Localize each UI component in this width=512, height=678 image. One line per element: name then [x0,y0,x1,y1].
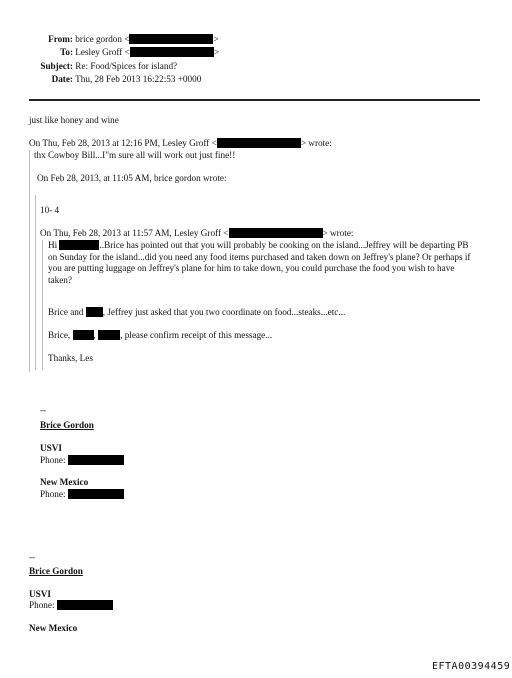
quote1-intro-b: > wrote: [300,138,332,148]
thanks-line: Thanks, Les [48,353,93,363]
sig1-name: Brice Gordon [40,420,94,430]
document-id: EFTA00394459 [432,661,511,672]
quote3-para: ..Brice has pointed out that you will probably be cooking on the island...Jeffrey will be departing PB on Sunday for the island...did you need any food items purchased and taken down on Jeffrey's plane? Or perhaps if you are putting luggage on Jeffrey's plane for him to take down, you could purchase the food you wish to have taken? [48,240,471,285]
subject-value: Re: Food/Spices for island? [75,61,178,71]
header-to [0,47,219,59]
brice-and-rest: , Jeffrey just asked that you two coordinate on food...steaks...etc... [102,307,346,317]
sig2-usvi-phone [29,600,113,612]
redaction-box [86,307,103,317]
quote3-intro-a: On Thu, Feb 28, 2013 at 11:57 AM, Lesley Groff < [40,228,229,238]
quote-bar-2 [35,195,36,370]
date-value: Thu, 28 Feb 2013 16:22:53 +0000 [75,74,202,84]
date-label: Date: [51,74,73,84]
to-label: To: [60,47,73,57]
redaction-box [68,455,124,465]
subject-label: Subject: [40,61,73,71]
sig1-nm-phone [40,489,124,501]
quote3-intro-b: > wrote: [322,228,354,238]
redaction-box [68,489,124,499]
sig2-usvi: USVI [29,589,51,599]
from-value: brice gordon < [75,34,130,44]
redaction-box [130,47,214,57]
redaction-box [129,34,213,44]
quote1-text: thx Cowboy Bill...I"m sure all will work out just fine!! [34,150,236,160]
confirm-a: Brice, [48,330,71,340]
quote2-text: 10- 4 [40,205,60,215]
sig1-nm-phone-label: Phone: [40,489,66,499]
quote3-paragraph [48,240,480,286]
sig1-usvi-phone-label: Phone: [40,455,66,465]
sig2-dashes: -- [29,552,36,562]
redaction-box [217,138,301,148]
header-subject [0,61,177,73]
quote3-intro [40,228,353,240]
sig2-name: Brice Gordon [29,566,83,576]
sig1-nm: New Mexico [40,477,89,487]
confirm-comma: , [93,330,96,340]
from-label: From: [48,34,73,44]
sig2-usvi-phone-label: Phone: [29,600,55,610]
angle-close: > [213,34,219,44]
redaction-box [73,330,94,340]
sig1-usvi-phone [40,455,124,467]
confirm-rest: , please confirm receipt of this message... [120,330,273,340]
reply-line: just like honey and wine [29,115,119,125]
header-divider [29,99,480,101]
header-date [0,74,201,86]
quote-bar-1 [29,150,30,372]
sig1-usvi: USVI [40,443,62,453]
line-brice-and [48,307,345,319]
quote-bar-3 [42,240,43,370]
to-value: Lesley Groff < [75,47,130,57]
header-from [0,34,219,46]
redaction-box [59,240,99,250]
line-confirm [48,330,272,342]
redaction-box [98,330,120,340]
quote1-intro [29,138,332,150]
brice-and-text: Brice and [48,307,84,317]
sig2-nm: New Mexico [29,623,78,633]
angle-close: > [213,47,219,57]
sig1-dashes: -- [40,405,47,415]
redaction-box [57,600,113,610]
quote2-intro: On Feb 28, 2013, at 11:05 AM, brice gordon wrote: [37,173,227,183]
redaction-box [229,228,323,238]
quote1-intro-a: On Thu, Feb 28, 2013 at 12:16 PM, Lesley Groff < [29,138,217,148]
quote3-hi: Hi [48,240,58,250]
